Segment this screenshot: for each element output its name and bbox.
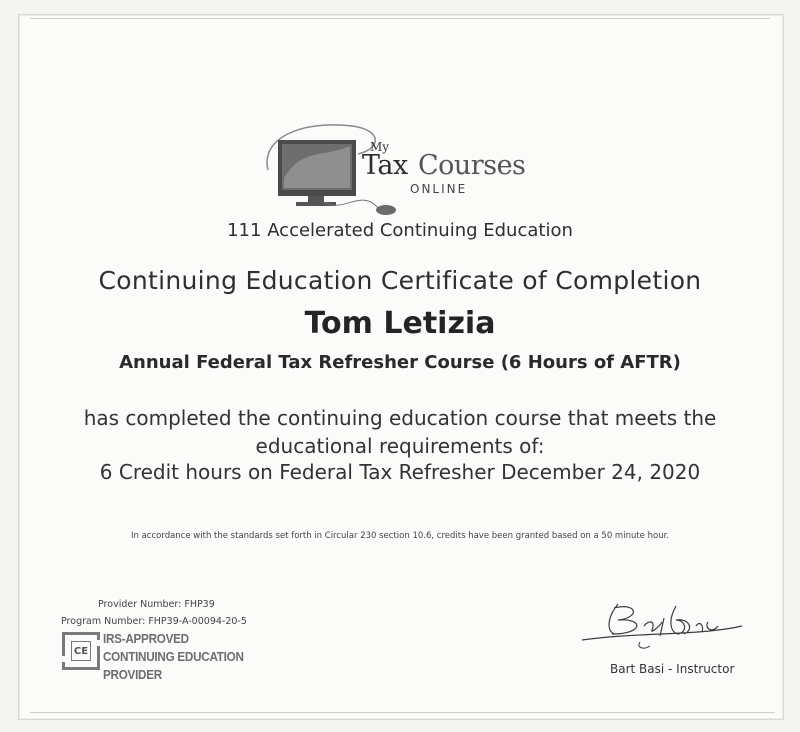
completion-statement: [0, 404, 800, 460]
completion-line-1: has completed the continuing education course that meets the: [83, 406, 717, 430]
standards-note: In accordance with the standards set forth in Circular 230 section 10.6, credits have been granted based on a 50 minute hour.: [131, 531, 669, 541]
instructor-name: Bart Basi - Instructor: [610, 662, 735, 676]
logo-tax-text: Tax: [362, 150, 408, 181]
irs-line-3: PROVIDER: [103, 667, 162, 682]
irs-line-1: IRS-APPROVED: [103, 631, 189, 646]
my-tax-courses-logo: [262, 118, 552, 218]
course-title: Annual Federal Tax Refresher Course (6 Hours of AFTR): [119, 352, 681, 373]
credit-line: 6 Credit hours on Federal Tax Refresher December 24, 2020: [99, 460, 701, 484]
logo-my-text: My: [370, 140, 390, 154]
organization-name: 111 Accelerated Continuing Education: [227, 220, 573, 241]
scan-artifact-top: [30, 18, 770, 19]
instructor-signature: [578, 596, 748, 656]
certificate-title: Continuing Education Certificate of Completion: [98, 266, 702, 295]
ce-badge-icon: [62, 632, 100, 670]
irs-approved-provider-text: [103, 630, 244, 684]
recipient-name: Tom Letizia: [304, 306, 496, 341]
logo-courses-text: Courses: [418, 150, 526, 181]
logo-online-text: ONLINE: [410, 182, 468, 196]
program-number: Program Number: FHP39-A-00094-20-5: [61, 616, 247, 627]
provider-number: Provider Number: FHP39: [98, 599, 215, 610]
irs-line-2: CONTINUING EDUCATION: [103, 649, 244, 664]
scan-artifact-bottom: [30, 712, 775, 713]
ce-badge-label: CE: [71, 641, 91, 661]
completion-line-2: educational requirements of:: [255, 434, 545, 458]
